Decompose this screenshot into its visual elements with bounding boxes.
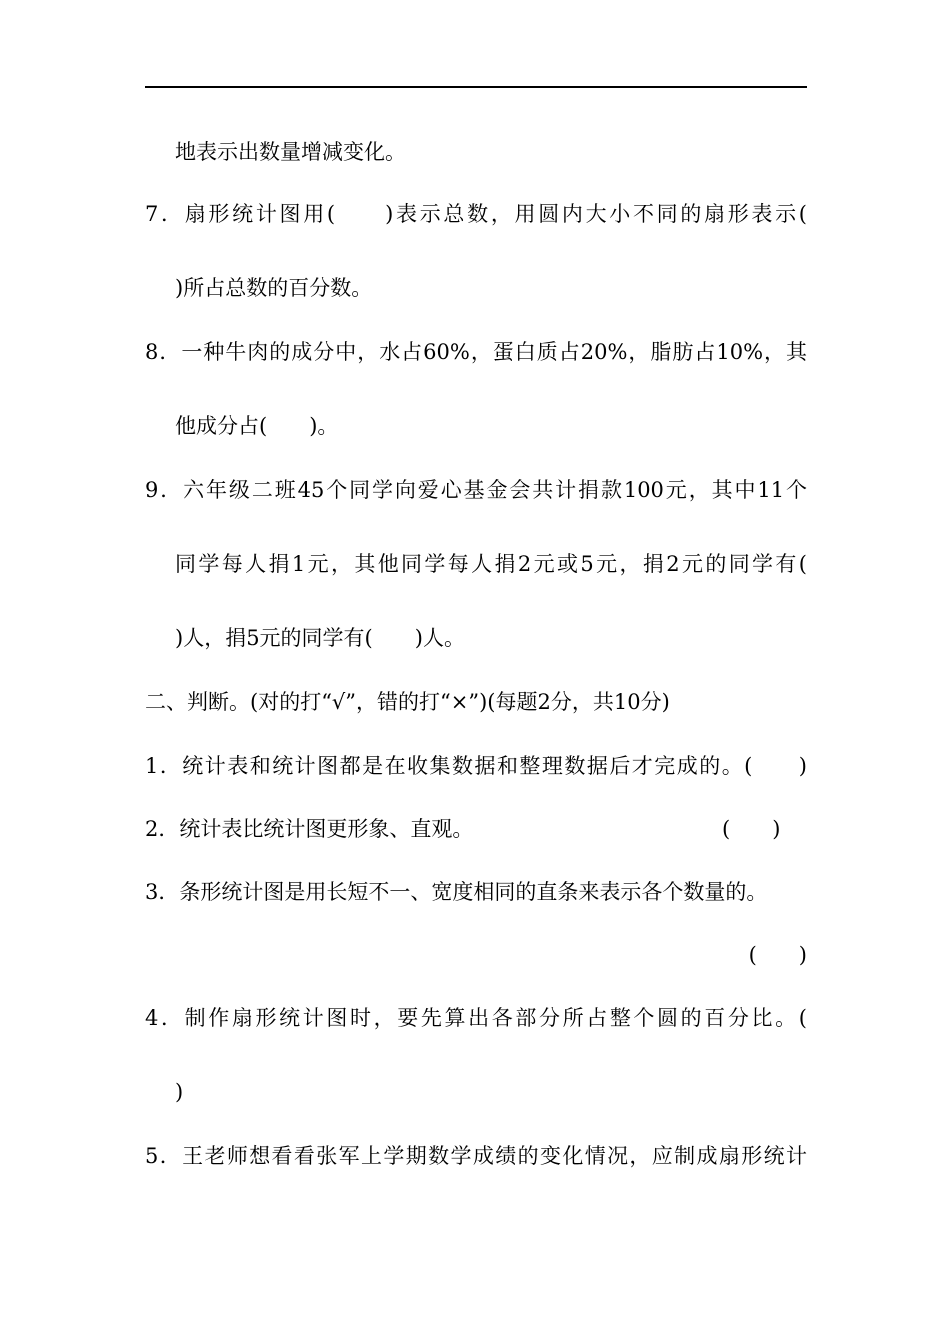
question-8-continuation: 他成分占( )。: [175, 414, 339, 438]
question-7: 7．扇形统计图用( )表示总数，用圆内大小不同的扇形表示(: [145, 202, 807, 226]
q6-continuation: 地表示出数量增减变化。: [175, 140, 406, 164]
judgement-2: 2．统计表比统计图更形象、直观。: [145, 817, 474, 841]
question-9-line-3: )人，捐5元的同学有( )人。: [175, 626, 465, 650]
question-9: 9．六年级二班45个同学向爱心基金会共计捐款100元，其中11个: [145, 478, 807, 502]
section-heading-judgement: 二、判断。(对的打“√”，错的打“×”)(每题2分，共10分): [145, 690, 670, 714]
judgement-4-continuation: ): [175, 1080, 184, 1104]
question-7-continuation: )所占总数的百分数。: [175, 276, 373, 300]
judgement-4: 4．制作扇形统计图时，要先算出各部分所占整个圆的百分比。(: [145, 1006, 807, 1030]
judgement-5: 5．王老师想看看张军上学期数学成绩的变化情况，应制成扇形统计: [145, 1144, 807, 1168]
question-9-line-2: 同学每人捐1元，其他同学每人捐2元或5元，捐2元的同学有(: [175, 552, 807, 576]
judgement-3: 3．条形统计图是用长短不一、宽度相同的直条来表示各个数量的。: [145, 880, 768, 904]
header-rule: [145, 86, 807, 88]
judgement-3-answer-blank: ( ): [748, 943, 807, 967]
question-8: 8．一种牛肉的成分中，水占60%，蛋白质占20%，脂肪占10%，其: [145, 340, 807, 364]
judgement-1: 1．统计表和统计图都是在收集数据和整理数据后才完成的。( ): [145, 754, 807, 778]
judgement-2-answer-blank: ( ): [722, 817, 781, 841]
